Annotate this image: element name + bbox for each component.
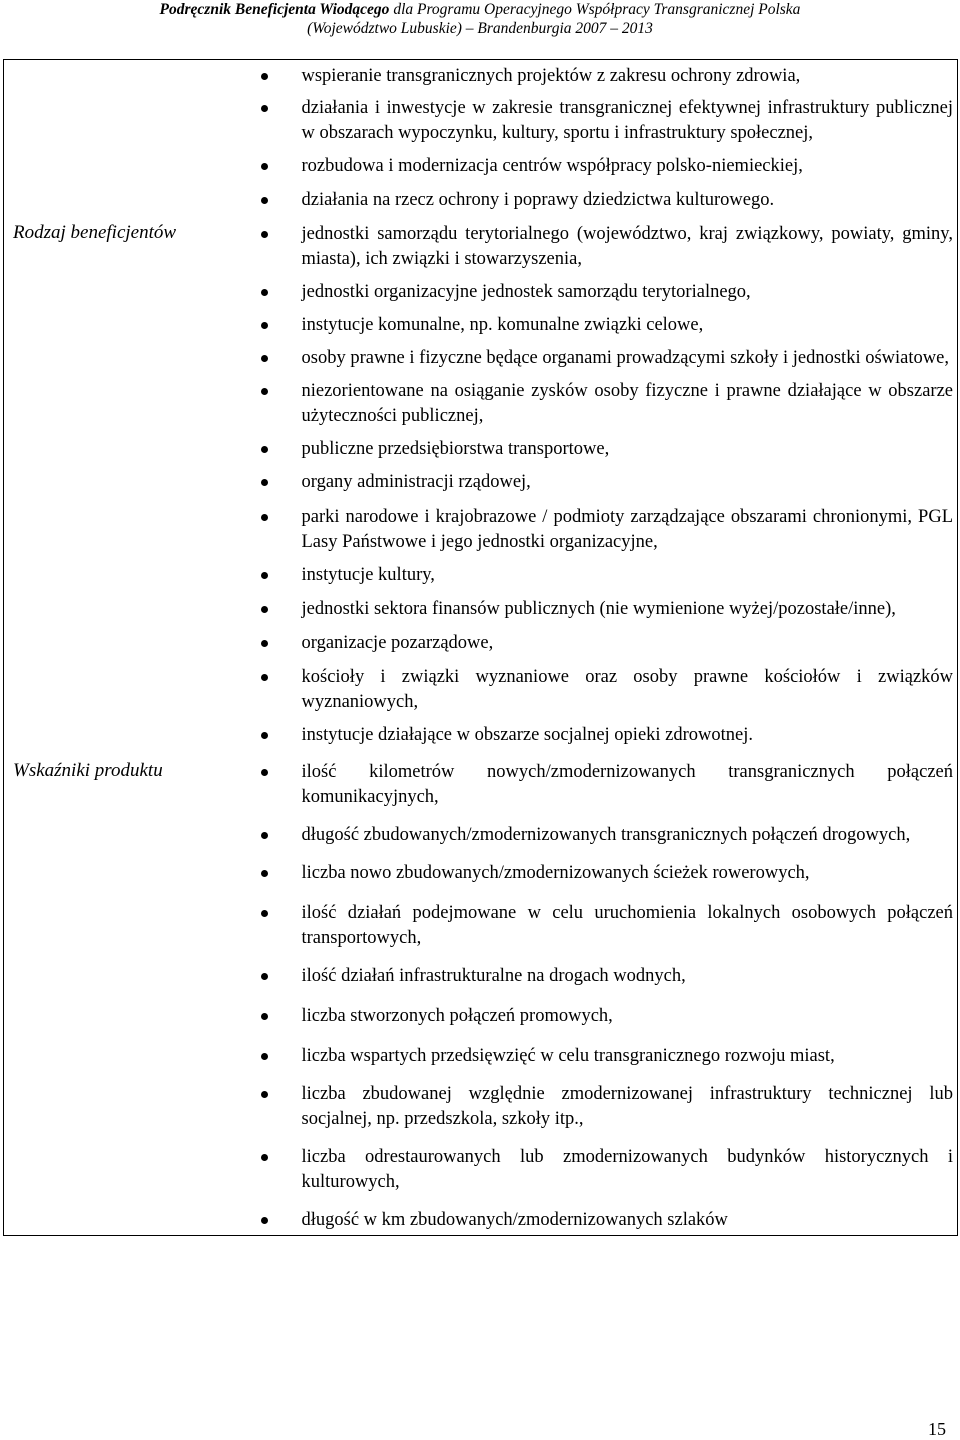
list-item: jednostki organizacyjne jednostek samorządu terytorialnego, — [247, 280, 958, 305]
table-row-continuation — [4, 60, 958, 217]
header-subtitle: dla Programu Operacyjnego Współpracy Transgranicznej Polska — [389, 1, 801, 18]
list-item: liczba odrestaurowanych lub zmodernizowanych budynków historycznych i kulturowych, — [247, 1145, 958, 1195]
list-item: długość zbudowanych/zmodernizowanych transgranicznych połączeń drogowych, — [247, 823, 958, 848]
bullet-list — [247, 64, 958, 213]
list-item: ilość działań infrastrukturalne na drogach wodnych, — [247, 964, 958, 989]
list-item: osoby prawne i fizyczne będące organami prowadzącymi szkoły i jednostki oświatowe, — [247, 346, 958, 371]
list-item: parki narodowe i krajobrazowe / podmioty zarządzające obszarami chronionymi, PGL Lasy Państwowe i jego jednostki organizacyjne, — [247, 505, 958, 555]
header-title: Podręcznik Beneficjenta Wiodącego — [159, 1, 390, 18]
bullet-list — [247, 760, 958, 1233]
list-item: niezorientowane na osiąganie zysków osoby fizyczne i prawne działające w obszarze użyteczności publicznej, — [247, 379, 958, 429]
program-table — [3, 59, 958, 1236]
list-item: liczba zbudowanej względnie zmodernizowanej infrastruktury technicznej lub socjalnej, np. przedszkola, szkoły itp., — [247, 1082, 958, 1132]
list-item: ilość działań podejmowane w celu uruchomienia lokalnych osobowych połączeń transportowych, — [247, 901, 958, 951]
list-item: jednostki sektora finansów publicznych (nie wymienione wyżej/pozostałe/inne), — [247, 597, 958, 622]
list-item: instytucje kultury, — [247, 563, 958, 588]
row-label-empty — [4, 60, 247, 217]
list-item: jednostki samorządu terytorialnego (województwo, kraj związkowy, powiaty, gminy, miasta), ich związki i stowarzyszenia, — [247, 222, 958, 272]
list-item: liczba wspartych przedsięwzięć w celu transgranicznego rozwoju miast, — [247, 1044, 958, 1069]
list-item: instytucje działające w obszarze socjalnej opieki zdrowotnej. — [247, 723, 958, 748]
list-item: publiczne przedsiębiorstwa transportowe, — [247, 437, 958, 462]
bullet-list — [247, 222, 958, 748]
list-item: liczba stworzonych połączeń promowych, — [247, 1004, 958, 1029]
row-content — [247, 216, 958, 754]
list-item: organy administracji rządowej, — [247, 470, 958, 495]
list-item: działania na rzecz ochrony i poprawy dziedzictwa kulturowego. — [247, 188, 958, 213]
list-item: ilość kilometrów nowych/zmodernizowanych transgranicznych połączeń komunikacyjnych, — [247, 760, 958, 810]
running-header — [0, 0, 960, 38]
header-line-1 — [0, 0, 960, 19]
list-item: instytucje komunalne, np. komunalne związki celowe, — [247, 313, 958, 338]
list-item: kościoły i związki wyznaniowe oraz osoby prawne kościołów i związków wyznaniowych, — [247, 665, 958, 715]
header-line-2: (Województwo Lubuskie) – Brandenburgia 2007 – 2013 — [307, 20, 653, 37]
row-content — [247, 754, 958, 1236]
table-row-beneficiaries — [4, 216, 958, 754]
list-item: wspieranie transgranicznych projektów z zakresu ochrony zdrowia, — [247, 64, 958, 89]
page-number: 15 — [928, 1419, 946, 1439]
table-row-indicators — [4, 754, 958, 1236]
row-label-beneficiaries: Rodzaj beneficjentów — [4, 216, 247, 754]
row-label-indicators: Wskaźniki produktu — [4, 754, 247, 1236]
list-item: długość w km zbudowanych/zmodernizowanych szlaków — [247, 1208, 958, 1233]
row-content — [247, 60, 958, 217]
list-item: organizacje pozarządowe, — [247, 631, 958, 656]
list-item: liczba nowo zbudowanych/zmodernizowanych ścieżek rowerowych, — [247, 861, 958, 886]
list-item: rozbudowa i modernizacja centrów współpracy polsko-niemieckiej, — [247, 154, 958, 179]
list-item: działania i inwestycje w zakresie transgranicznej efektywnej infrastruktury publicznej w obszarach wypoczynku, kultury, sportu i infrastruktury społecznej, — [247, 96, 958, 146]
